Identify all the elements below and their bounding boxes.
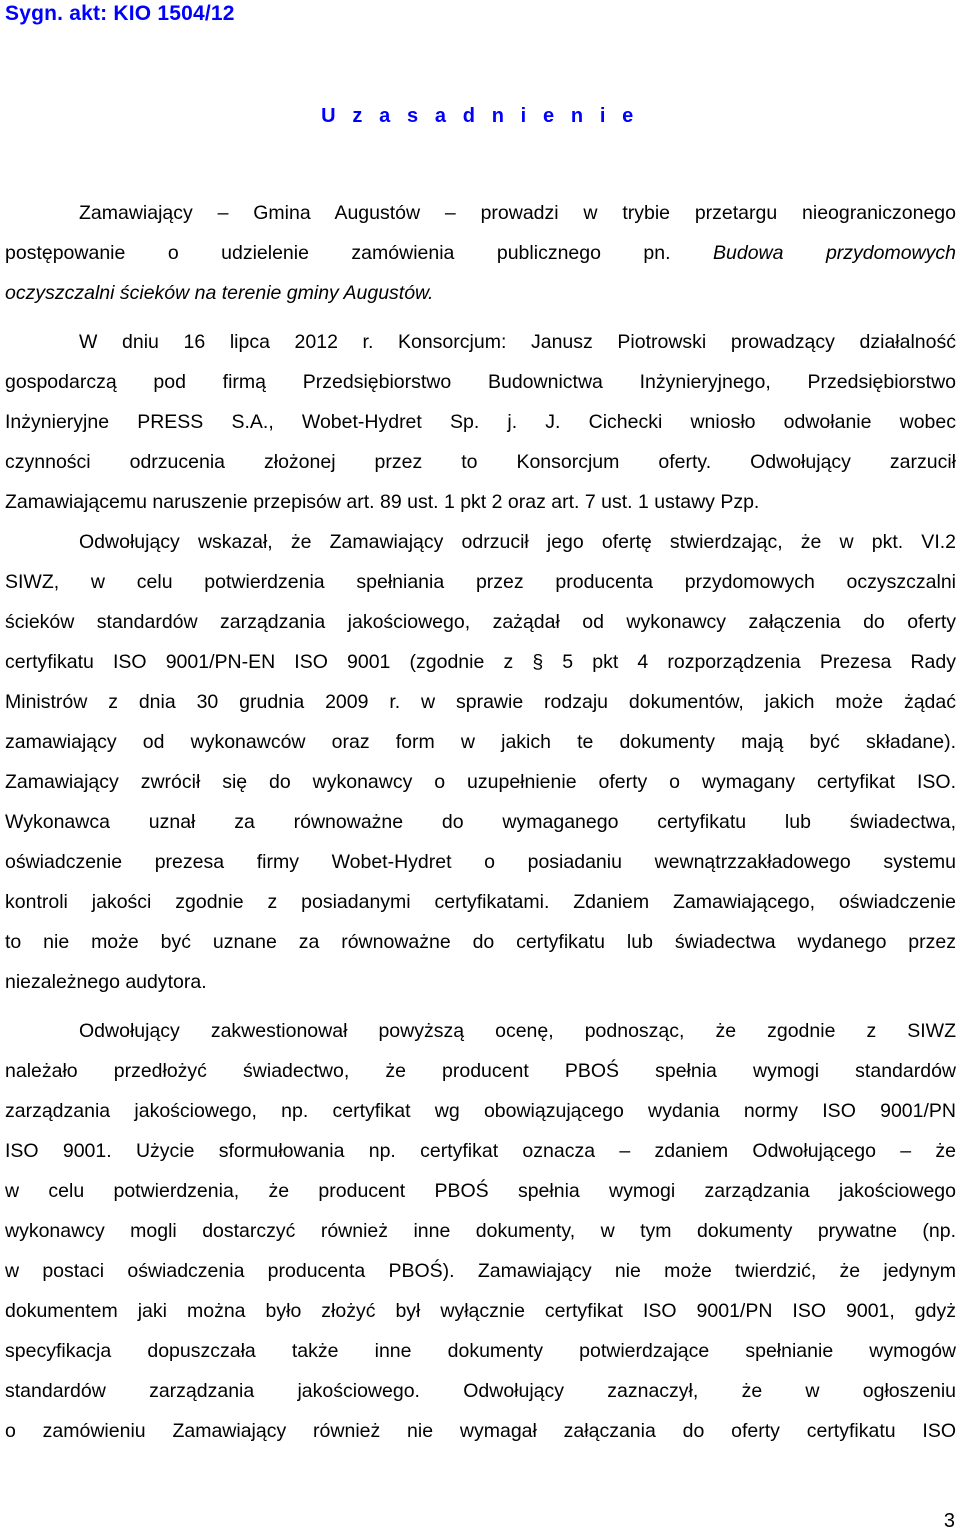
text-line: gospodarczą pod firmą Przedsiębiorstwo Budownictwa Inżynieryjnego, Przedsiębiorstwo [5,371,956,393]
paragraph-3 [5,522,956,1002]
paragraph-2 [5,322,956,522]
text-line: dokumentem jaki można było złożyć był wyłącznie certyfikat ISO 9001/PN ISO 9001, gdyż [5,1300,956,1322]
text-line: Inżynieryjne PRESS S.A., Wobet-Hydret Sp. j. J. Cichecki wniosło odwołanie wobec [5,411,956,433]
text-line: ścieków standardów zarządzania jakościowego, zażądał od wykonawcy załączenia do oferty [5,611,956,633]
text-line: to nie może być uznane za równoważne do certyfikatu lub świadectwa wydanego przez [5,931,956,953]
text-line: o zamówieniu Zamawiający również nie wymagał załączania do oferty certyfikatu ISO [5,1420,956,1442]
text-line: specyfikacja dopuszczała także inne dokumenty potwierdzające spełnianie wymogów [5,1340,956,1362]
text-line: certyfikatu ISO 9001/PN-EN ISO 9001 (zgodnie z § 5 pkt 4 rozporządzenia Prezesa Rady [5,651,956,673]
text-line: Odwołujący zakwestionował powyższą ocenę, podnosząc, że zgodnie z SIWZ [79,1020,956,1042]
text-line: oczyszczalni ścieków na terenie gminy Augustów. [5,282,434,304]
text-line: Wykonawca uznał za równoważne do wymaganego certyfikatu lub świadectwa, [5,811,956,833]
text-line: SIWZ, w celu potwierdzenia spełniania przez producenta przydomowych oczyszczalni [5,571,956,593]
document-body [5,193,956,1451]
text-line: należało przedłożyć świadectwo, że producent PBOŚ spełnia wymogi standardów [5,1060,956,1082]
text-line: kontroli jakości zgodnie z posiadanymi certyfikatami. Zdaniem Zamawiającego, oświadczenie [5,891,956,913]
text-line: Zamawiający zwrócił się do wykonawcy o uzupełnienie oferty o wymagany certyfikat ISO. [5,771,956,793]
paragraph-spacer [5,1002,956,1011]
paragraph-4 [5,1011,956,1451]
text-line: Ministrów z dnia 30 grudnia 2009 r. w sprawie rodzaju dokumentów, jakich może żądać [5,691,956,713]
text-line: w postaci oświadczenia producenta PBOŚ). Zamawiający nie może twierdzić, że jedynym [5,1260,956,1282]
section-title: U z a s a d n i e n i e [321,105,639,127]
text-line: ISO 9001. Użycie sformułowania np. certyfikat oznacza – zdaniem Odwołującego – że [5,1140,956,1162]
text-line: Odwołujący wskazał, że Zamawiający odrzucił jego ofertę stwierdzając, że w pkt. VI.2 [79,531,956,553]
text-line: zamawiający od wykonawców oraz form w jakich te dokumenty mają być składane). [5,731,956,753]
text-line: zarządzania jakościowego, np. certyfikat wg obowiązującego wydania normy ISO 9001/PN [5,1100,956,1122]
text-line: niezależnego audytora. [5,971,207,993]
text-line: wykonawcy mogli dostarczyć również inne dokumenty, w tym dokumenty prywatne (np. [5,1220,956,1242]
text-line: w celu potwierdzenia, że producent PBOŚ spełnia wymogi zarządzania jakościowego [5,1180,956,1202]
text-line: Zamawiającemu naruszenie przepisów art. 89 ust. 1 pkt 2 oraz art. 7 ust. 1 ustawy Pzp. [5,491,760,513]
text-line: W dniu 16 lipca 2012 r. Konsorcjum: Janusz Piotrowski prowadzący działalność [79,331,956,353]
paragraph-spacer [5,313,956,322]
text-line: standardów zarządzania jakościowego. Odwołujący zaznaczył, że w ogłoszeniu [5,1380,956,1402]
text-line: oświadczenie prezesa firmy Wobet-Hydret o posiadaniu wewnątrzzakładowego systemu [5,851,956,873]
page-number: 3 [943,1510,955,1532]
text-line: Zamawiający – Gmina Augustów – prowadzi w trybie przetargu nieograniczonego [79,202,956,224]
text-line: czynności odrzucenia złożonej przez to Konsorcjum oferty. Odwołujący zarzucił [5,451,956,473]
text-line: postępowanie o udzielenie zamówienia publicznego pn. Budowa przydomowych [5,242,956,264]
case-signature: Sygn. akt: KIO 1504/12 [5,2,235,25]
paragraph-1 [5,193,956,313]
